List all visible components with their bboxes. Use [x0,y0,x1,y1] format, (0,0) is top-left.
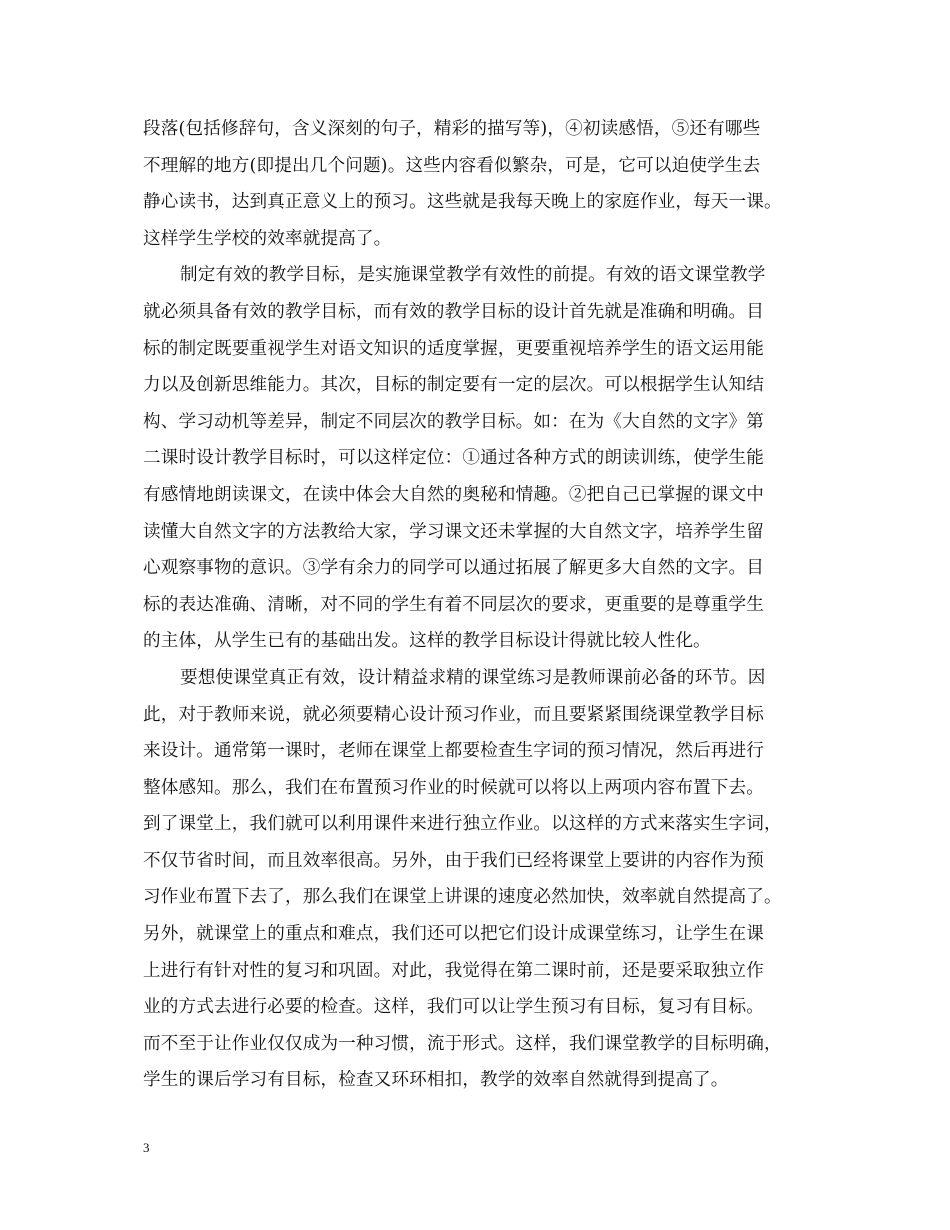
text-line: 心观察事物的意识。③学有余力的同学可以通过拓展了解更多大自然的文字。目 [143,558,765,579]
text-line: 这样学生学校的效率就提高了。 [143,228,392,249]
text-line: 就必须具备有效的教学目标，而有效的教学目标的设计首先就是准确和明确。目 [143,301,765,322]
paragraph [143,111,823,257]
text-line: 标的表达准确、清晰，对不同的学生有着不同层次的要求，更重要的是尊重学生 [143,594,765,615]
text-line: 力以及创新思维能力。其次，目标的制定要有一定的层次。可以根据学生认知结 [143,375,765,396]
text-line: 要想使课堂真正有效，设计精益求精的课堂练习是教师课前必备的环节。因 [180,667,766,688]
text-line: 制定有效的教学目标，是实施课堂教学有效性的前提。有效的语文课堂教学 [180,265,766,286]
paragraph [143,660,823,1099]
text-line: 整体感知。那么，我们在布置预习作业的时候就可以将以上两项内容布置下去。 [143,777,765,798]
text-line: 读懂大自然文字的方法教给大家，学习课文还未掌握的大自然文字，培养学生留 [143,521,765,542]
paragraph [143,257,823,660]
text-line: 学生的课后学习有目标，检查又环环相扣，教学的效率自然就得到提高了。 [143,1070,729,1091]
text-line: 不理解的地方(即提出几个问题)。这些内容看似繁杂，可是，它可以迫使学生去 [143,155,761,176]
body-text [143,111,823,1099]
text-line: 到了课堂上，我们就可以利用课件来进行独立作业。以这样的方式来落实生字词， [143,814,782,835]
text-line: 习作业布置下去了，那么我们在课堂上讲课的速度必然加快，效率就自然提高了。 [143,887,782,908]
text-line: 此，对于教师来说，就必须要精心设计预习作业，而且要紧紧围绕课堂教学目标 [143,704,765,725]
text-line: 构、学习动机等差异，制定不同层次的教学目标。如：在为《大自然的文字》第 [143,411,765,432]
text-line: 上进行有针对性的复习和巩固。对此，我觉得在第二课时前，还是要采取独立作 [143,960,765,981]
text-line: 的主体，从学生已有的基础出发。这样的教学目标设计得就比较人性化。 [143,631,711,652]
text-line: 业的方式去进行必要的检查。这样，我们可以让学生预习有目标，复习有目标。 [143,997,765,1018]
text-line: 段落(包括修辞句，含义深刻的句子，精彩的描写等)，④初读感悟，⑤还有哪些 [143,119,761,139]
text-line: 另外，就课堂上的重点和难点，我们还可以把它们设计成课堂练习，让学生在课 [143,924,765,945]
text-line: 标的制定既要重视学生对语文知识的适度掌握，更要重视培养学生的语文运用能 [143,338,765,359]
text-line: 二课时设计教学目标时，可以这样定位：①通过各种方式的朗读训练，使学生能 [143,448,765,469]
text-line: 来设计。通常第一课时，老师在课堂上都要检查生字词的预习情况，然后再进行 [143,741,765,762]
text-line: 而不至于让作业仅仅成为一种习惯，流于形式。这样，我们课堂教学的目标明确， [143,1033,782,1054]
page-number: 3 [143,1140,150,1155]
text-line: 有感情地朗读课文，在读中体会大自然的奥秘和情趣。②把自己已掌握的课文中 [143,484,765,505]
text-line: 静心读书，达到真正意义上的预习。这些就是我每天晚上的家庭作业，每天一课。 [143,192,782,213]
text-line: 不仅节省时间，而且效率很高。另外，由于我们已经将课堂上要讲的内容作为预 [143,850,765,871]
